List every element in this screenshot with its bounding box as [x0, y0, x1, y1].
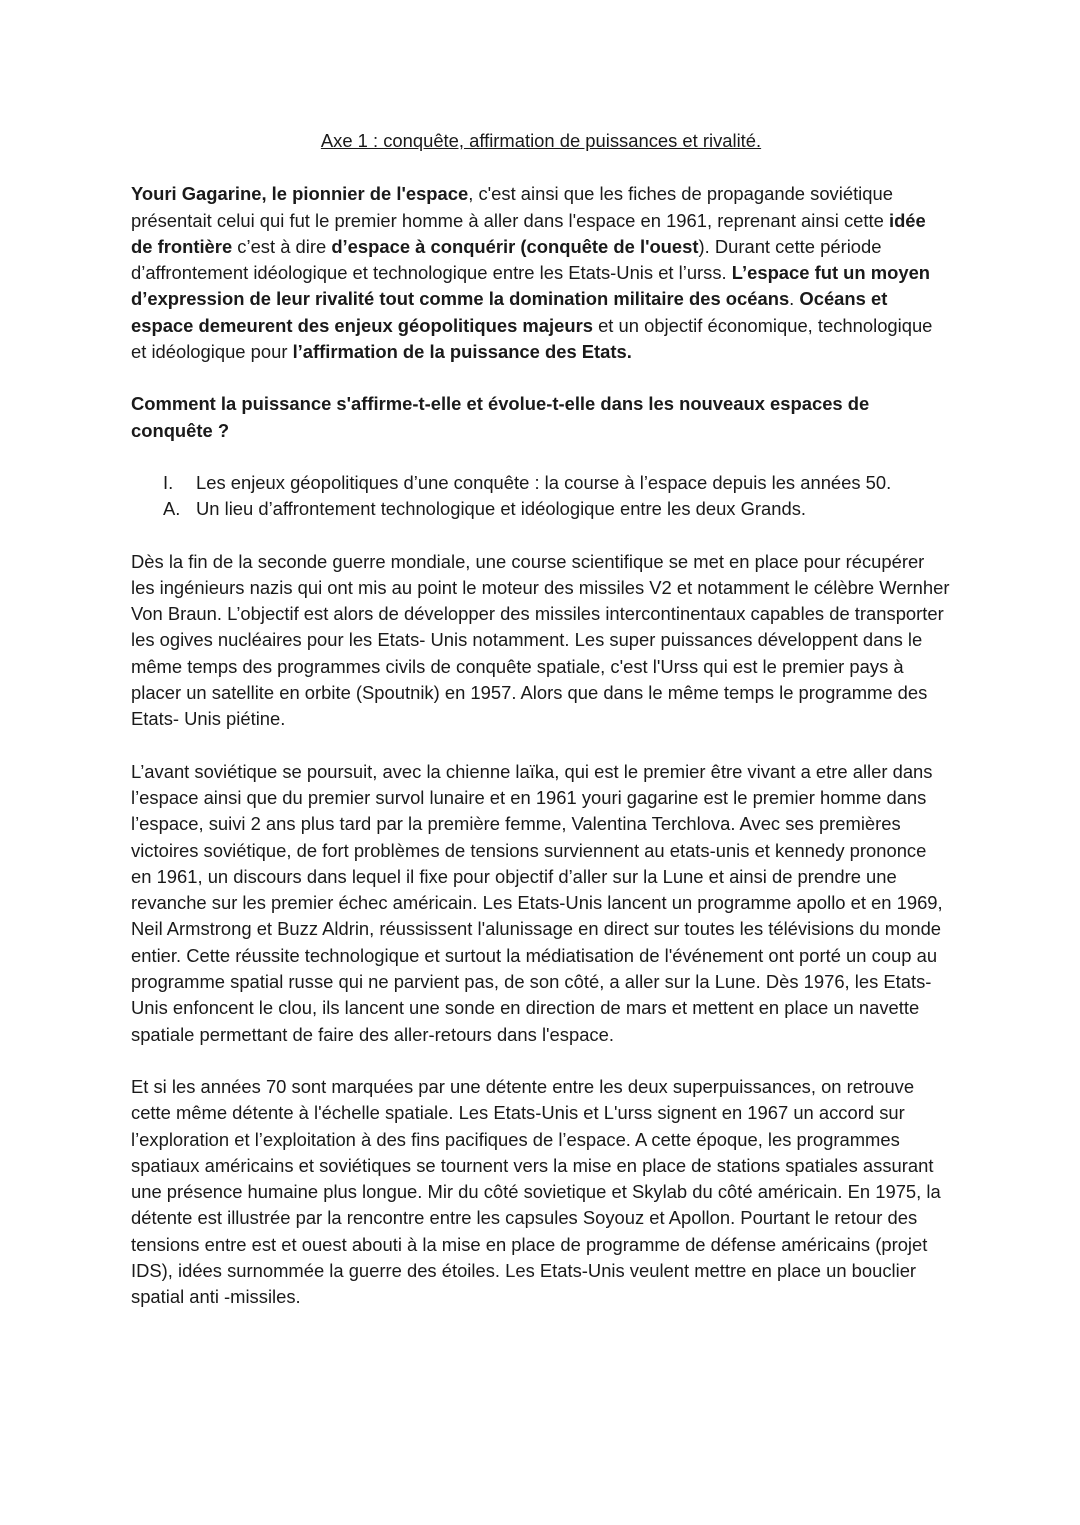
emphasis-text: Youri Gagarine, le pionnier de l'espace: [131, 183, 469, 205]
body-paragraph: L’avant soviétique se poursuit, avec la chienne laïka, qui est le premier être vivant a etre aller dans l’espace ainsi que du premier survol lunaire et en 1961 youri gagarine est le premier homme dans l’espace, suivi 2 ans plus tard par la première femme, Valentina Terchlova. Avec ses premières victoires soviétique, de fort problèmes de tensions surviennent au etats-unis et kennedy prononce en 1961, un discours dans lequel il fixe pour objectif d’aller sur la Lune et ainsi de prendre une revanche sur les premier échec américain. Les Etats-Unis lancent un programme apollo et en 1969, Neil Armstrong et Buzz Aldrin, réussissent l'alunissage en direct sur toutes les télévisions du monde entier. Cette réussite technologique et surtout la médiatisation de l'événement ont porté un coup au programme spatial russe qui ne parvient pas, de son côté, a aller sur la Lune. Dès 1976, les Etats-Unis enfoncent le clou, ils lancent une sonde en direction de mars et mettent en place un navette spatiale permettant de faire des aller-retours dans l'espace.: [131, 760, 943, 1045]
page-title: Axe 1 : conquête, affirmation de puissances et rivalité.: [320, 130, 762, 151]
emphasis-text: L’espace fut un moyen d’expression de leur rivalité tout comme la domination militaire des océans: [131, 262, 931, 310]
emphasis-text: d’espace à conquérir (conquête de l'ouest: [331, 235, 699, 257]
intro-paragraph: [131, 181, 951, 365]
emphasis-text: Océans et espace demeurent des enjeux géopolitiques majeurs: [131, 288, 888, 336]
body-paragraph: Dès la fin de la seconde guerre mondiale, une course scientifique se met en place pour récupérer les ingénieurs nazis qui ont mis au point le moteur des missiles V2 et notamment le célèbre Wernher Von Braun. L’objectif est alors de développer des missiles intercontinentaux capables de transporter les ogives nucléaires pour les Etats- Unis notamment. Les super puissances développent dans le même temps des programmes civils de conquête spatiale, c'est l'Urss qui est le premier pays à placer un satellite en orbite (Spoutnik) en 1957. Alors que dans le même temps le programme des Etats- Unis piétine.: [131, 550, 950, 730]
body-text: ). Durant cette période d’affrontement idéologique et technologique entre les Etats-Unis et l’urss.: [131, 235, 882, 284]
outline-item-section-a: [131, 496, 951, 522]
outline-item-part-1: [131, 470, 951, 496]
body-text: et un objectif économique, technologique et idéologique pour: [131, 314, 933, 363]
emphasis-text: l’affirmation de la puissance des Etats.: [292, 341, 632, 363]
body-text: .: [789, 288, 800, 310]
body-paragraph: Et si les années 70 sont marquées par une détente entre les deux superpuissances, on retrouve cette même détente à l'échelle spatiale. Les Etats-Unis et L'urss signent en 1967 un accord sur l’exploration et l’exploitation à des fins pacifiques de l’espace. A cette époque, les programmes spatiaux américains et soviétiques se tournent vers la mise en place de stations spatiales assurant une présence humaine plus longue. Mir du côté sovietique et Skylab du côté américain. En 1975, la détente est illustrée par la rencontre entre les capsules Soyouz et Apollon. Pourtant le retour des tensions entre est et ouest abouti à la mise en place de programme de défense américains (projet IDS), idées surnommée la guerre des étoiles. Les Etats-Unis veulent mettre en place un bouclier spatial anti -missiles.: [131, 1075, 941, 1308]
body-text: , c'est ainsi que les fiches de propagande soviétique présentait celui qui fut le premier homme à aller dans l'espace en 1961, reprenant ainsi cette: [131, 183, 893, 231]
outline-marker: I.: [163, 471, 174, 493]
outline-marker: A.: [163, 498, 181, 520]
document-page: [131, 128, 951, 1337]
problem-question: Comment la puissance s'affirme-t-elle et évolue-t-elle dans les nouveaux espaces de conquête ?: [131, 393, 870, 441]
body-text: c’est à dire: [232, 235, 332, 257]
emphasis-text: idée de frontière: [131, 209, 926, 257]
outline-heading: Les enjeux géopolitiques d’une conquête : la course à l’espace depuis les années 50.: [196, 471, 892, 493]
outline: [131, 470, 951, 523]
outline-heading: Un lieu d’affrontement technologique et idéologique entre les deux Grands.: [196, 498, 807, 520]
